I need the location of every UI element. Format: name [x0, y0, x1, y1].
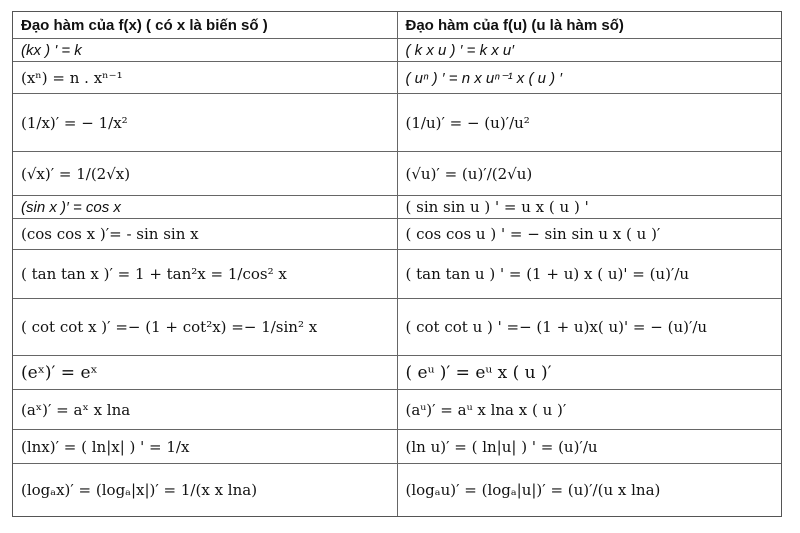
formula-fu: (aᵘ)′ = aᵘ x lna x ( u )′	[405, 400, 567, 419]
table-header-row	[13, 12, 781, 39]
table-row	[13, 390, 781, 430]
derivative-table	[12, 11, 782, 517]
table-row	[13, 250, 781, 299]
formula-fx: (1/x)′ = − 1/x²	[13, 94, 398, 151]
formula-fx: ( cot cot x )′ =− (1 + cot²x) =− 1/sin² x	[13, 299, 398, 355]
formula-fu: ( sin sin u ) ' = u x ( u ) '	[405, 198, 589, 216]
table-row	[13, 196, 781, 219]
formula-fx: (aˣ)′ = aˣ x lna	[13, 390, 398, 429]
formula-fx: (eˣ)′ = eˣ	[13, 356, 398, 389]
formula-fu: ( eᵘ )′ = eᵘ x ( u )′	[405, 362, 552, 383]
formula-fu: (1/u)′ = − (u)′/u²	[405, 113, 530, 132]
formula-fx: (lnx)′ = ( ln|x| ) ' = 1/x	[13, 430, 398, 463]
formula-fu: (logₐu)′ = (logₐ|u|)′ = (u)′/(u x lna)	[405, 481, 661, 499]
table-row	[13, 299, 781, 356]
formula-fu: ( k x u ) ′ = k x u′	[405, 41, 515, 59]
formula-fu: (√u)′ = (u)′/(2√u)	[405, 164, 533, 183]
table-row	[13, 62, 781, 94]
formula-fx: (kx ) ' = k	[13, 39, 398, 61]
table-row	[13, 219, 781, 250]
formula-fx: (logₐx)′ = (logₐ|x|)′ = 1/(x x lna)	[13, 464, 398, 516]
formula-fx: (xⁿ) = n . xⁿ⁻¹	[13, 62, 398, 93]
formula-fx: (√x)′ = 1/(2√x)	[13, 152, 398, 195]
header-fu: Đạo hàm của f(u) (u là hàm số)	[405, 16, 624, 34]
formula-fu: ( cos cos u ) ' = − sin sin u x ( u )′	[405, 225, 661, 243]
formula-fx: ( tan tan x )′ = 1 + tan²x = 1/cos² x	[13, 250, 398, 298]
formula-fu: ( uⁿ ) ′ = n x uⁿ⁻¹ x ( u ) ′	[405, 69, 563, 87]
formula-fx: (sin x )′ = cos x	[13, 196, 398, 218]
formula-fu: (ln u)′ = ( ln|u| ) ' = (u)′/u	[405, 437, 598, 456]
table-row	[13, 464, 781, 516]
formula-fu: ( tan tan u ) ' = (1 + u) x ( u)' = (u)′/u	[405, 265, 690, 283]
table-row	[13, 94, 781, 152]
table-row	[13, 430, 781, 464]
formula-fx: (cos cos x )′= - sin sin x	[13, 219, 398, 249]
formula-fu: ( cot cot u ) ' =− (1 + u)x( u)' = − (u)′/u	[405, 318, 708, 336]
header-fx: Đạo hàm của f(x) ( có x là biến số )	[13, 12, 398, 38]
table-row	[13, 152, 781, 196]
table-row	[13, 39, 781, 62]
table-row	[13, 356, 781, 390]
